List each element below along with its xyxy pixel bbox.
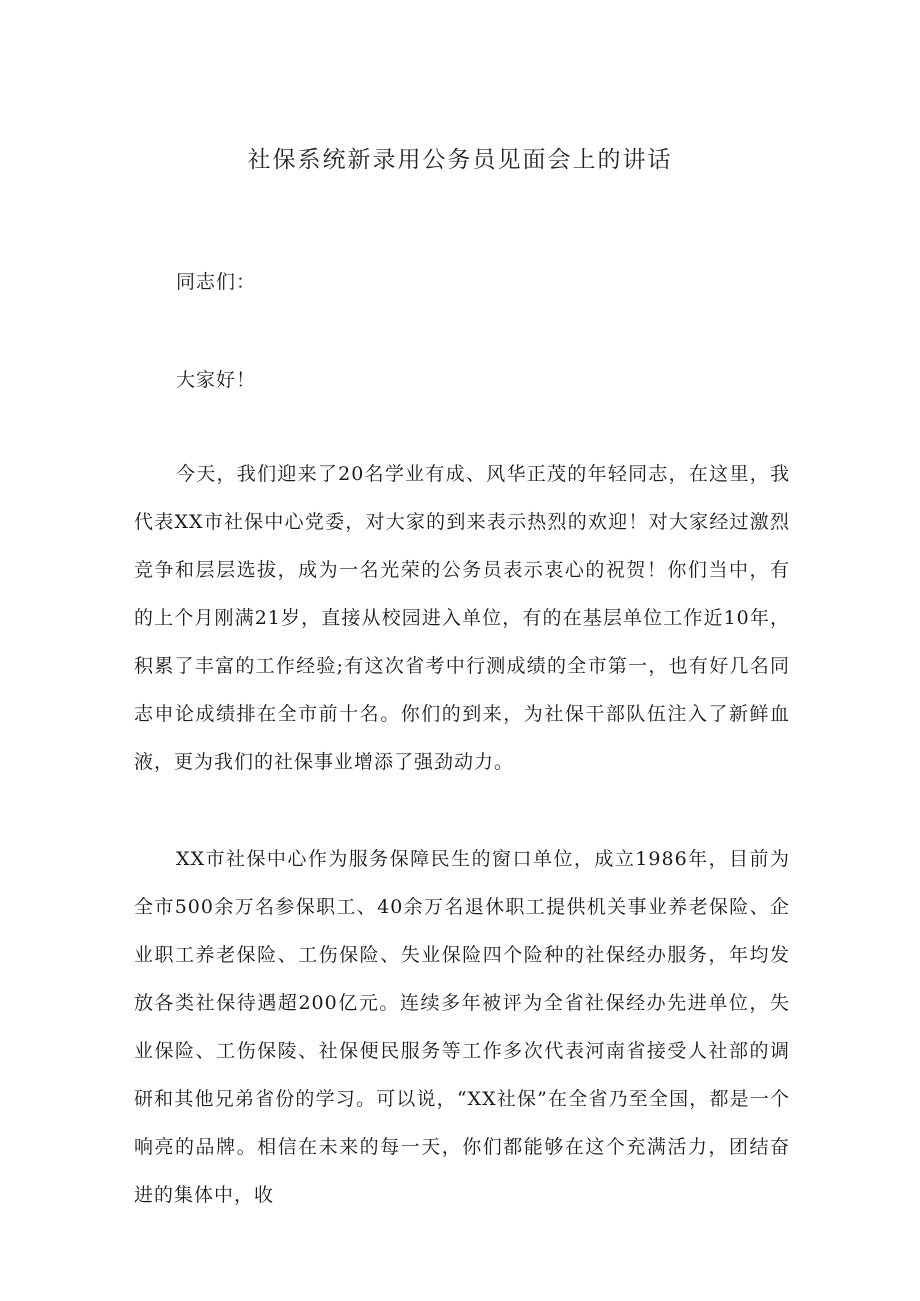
paragraph-welcome: 今天，我们迎来了20名学业有成、风华正茂的年轻同志，在这里，我代表XX市社保中心党委，对大家的到来表示热烈的欢迎！对大家经过激烈竞争和层层选拔，成为一名光荣的公务员表示衷心的祝贺！你们当中，有的上个月刚满21岁，直接从校园进入单位，有的在基层单位工作近10年，积累了丰富的工作经验;有这次省考中行测成绩的全市第一，也有好几名同志申论成绩排在全市前十名。你们的到来，为社保干部队伍注入了新鲜血液，更为我们的社保事业增添了强劲动力。 [134, 463, 790, 773]
greeting-line: 同志们： [176, 271, 257, 293]
paragraph-center-intro: XX市社保中心作为服务保障民生的窗口单位，成立1986年，目前为全市500余万名参保职工、40余万名退休职工提供机关事业养老保险、企业职工养老保险、工伤保险、失业保险四个险种的社保经办服务，年均发放各类社保待遇超200亿元。连续多年被评为全省社保经办先进单位，失业保险、工伤保陵、社保便民服务等工作多次代表河南省接受人社部的调研和其他兄弟省份的学习。可以说，“XX社保”在全省乃至全国，都是一个响亮的品牌。相信在未来的每一天，你们都能够在这个充满活力，团结奋进的集体中，收 [134, 848, 790, 1206]
document-title: 社保系统新录用公务员见面会上的讲话 [247, 147, 673, 173]
hello-line: 大家好！ [176, 369, 257, 391]
